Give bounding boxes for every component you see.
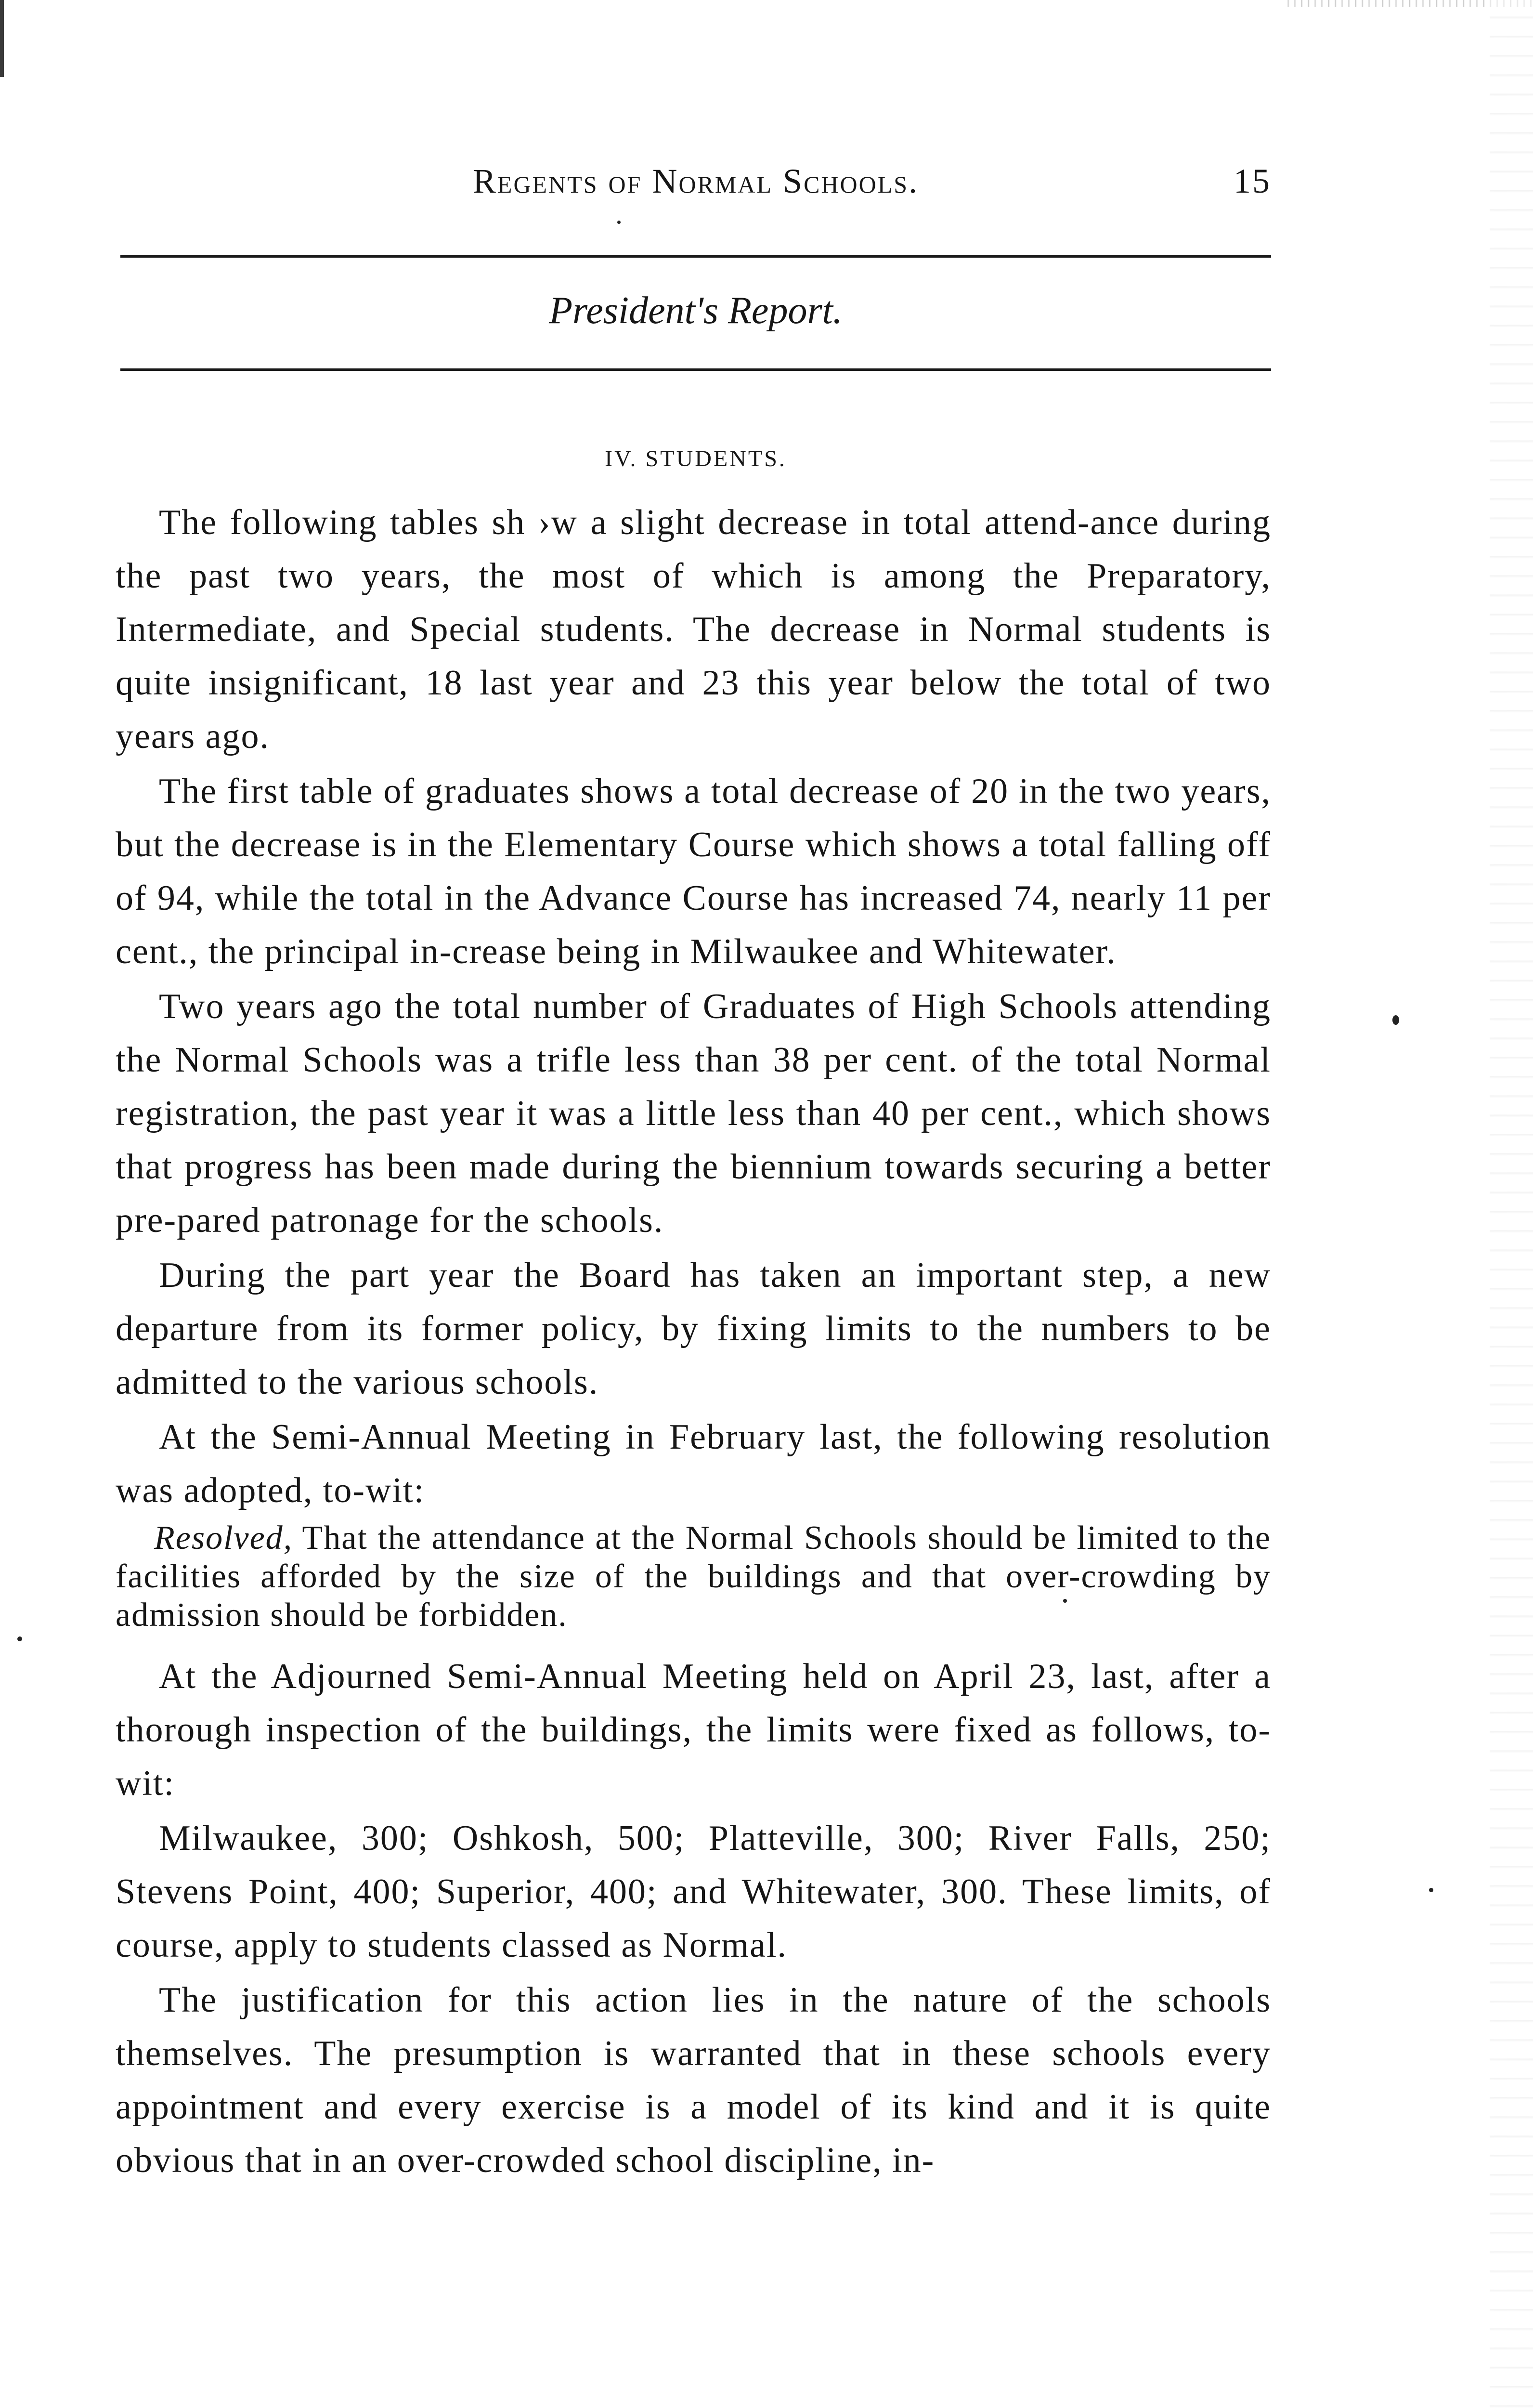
paragraph: At the Semi-Annual Meeting in February last, the following resolution was adopted, to-wit: (116, 1417, 1271, 1510)
ink-speck (617, 221, 621, 224)
resolution-lead: Resolved, (154, 1519, 293, 1557)
paragraph: The following tables sh ›w a slight decrease in total attend-ance during the past two years, the most of which is among the Preparatory, Intermediate, and Special students. The decrease in Normal students is quite insignificant, 18 last year and 23 this year below the total of two years ago. (116, 503, 1271, 756)
page-edge-right (1490, 0, 1533, 2408)
resolution-block (116, 1519, 1271, 1635)
ink-speck (1392, 1015, 1399, 1025)
header-rule-top (120, 255, 1271, 258)
section-title: President's Report. (549, 289, 843, 332)
body-text (116, 496, 1271, 2189)
page-edge-left (0, 0, 4, 77)
paragraph: The first table of graduates shows a total decrease of 20 in the two years, but the decrease is in the Elementary Course which shows a total falling off of 94, while the total in the Advance Course has increased 74, nearly 11 per cent., the principal in-crease being in Milwaukee and Whitewater. (116, 772, 1271, 971)
ink-speck (17, 1636, 22, 1641)
running-head (120, 161, 1271, 205)
paragraph: The justification for this action lies in the nature of the schools themselves. The presumption is warranted that in these schools every appointment and every exercise is a model of its kind and it is quite obvious that in an over-crowded school discipline, in- (116, 1980, 1271, 2180)
header-rule-bottom (120, 368, 1271, 371)
subsection-title: IV. STUDENTS. (605, 446, 787, 471)
paragraph: At the Adjourned Semi-Annual Meeting held on April 23, last, after a thorough inspection of the buildings, the limits were fixed as follows, to-wit: (116, 1657, 1271, 1803)
paragraph: During the part year the Board has taken an important step, a new departure from its former policy, by fixing limits to the numbers to be admitted to the various schools. (116, 1256, 1271, 1402)
resolution-text: That the attendance at the Normal Schools should be limited to the facilities afforded by the size of the buildings and that over-crowding by admission should be forbidden. (116, 1519, 1271, 1634)
page-number: 15 (1234, 162, 1271, 200)
paragraph: Milwaukee, 300; Oshkosh, 500; Platteville, 300; River Falls, 250; Stevens Point, 400; Superior, 400; and Whitewater, 300. These limits, of course, apply to students classed as Normal. (116, 1819, 1271, 1965)
running-head-title: Regents of Normal Schools. (472, 162, 919, 200)
ink-speck (1429, 1888, 1433, 1892)
paragraph: Two years ago the total number of Graduates of High Schools attending the Normal Schools was a trifle less than 38 per cent. of the total Normal registration, the past year it was a little less than 40 per cent., which shows that progress has been made during the biennium towards securing a better pre-pared patronage for the schools. (116, 987, 1271, 1240)
